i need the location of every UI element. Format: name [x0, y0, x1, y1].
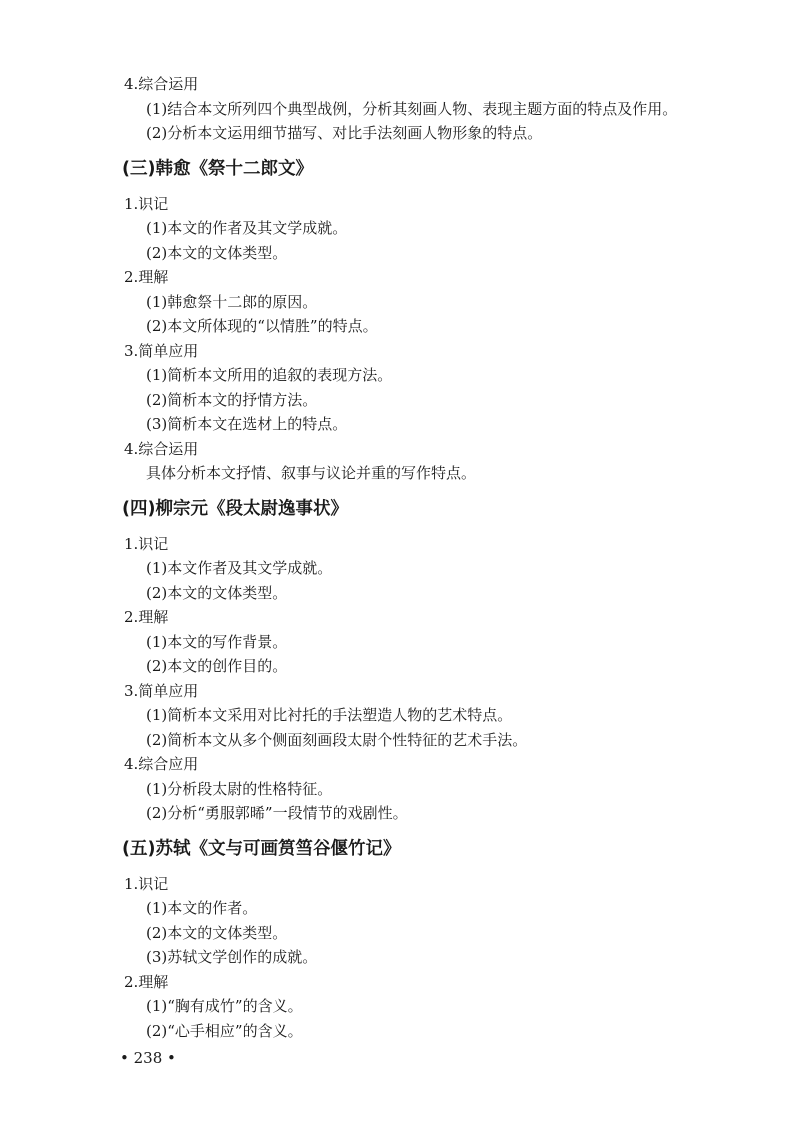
outline-item: (2)本文所体现的“以情胜”的特点。 — [146, 317, 378, 335]
outline-heading: 3.简单应用 — [124, 681, 199, 700]
outline-heading: 1.识记 — [124, 194, 169, 213]
outline-item: (1)本文作者及其文学成就。 — [146, 559, 333, 577]
outline-heading: 3.简单应用 — [124, 341, 199, 360]
outline-item: (2)分析“勇服郭晞”一段情节的戏剧性。 — [146, 804, 408, 822]
outline-item: (2)本文的文体类型。 — [146, 923, 288, 942]
outline-item: (1)韩愈祭十二郎的原因。 — [146, 292, 318, 311]
outline-heading: 4.综合运用 — [124, 439, 199, 458]
outline-item: (1)简析本文采用对比衬托的手法塑造人物的艺术特点。 — [146, 706, 513, 724]
outline-heading: 2.理解 — [124, 608, 169, 626]
section-heading: (五)苏轼《文与可画筼筜谷偃竹记》 — [122, 838, 401, 859]
outline-item: 具体分析本文抒情、叙事与议论并重的写作特点。 — [146, 464, 477, 482]
page-number: • 238 • — [120, 1049, 176, 1067]
section-heading: (四)柳宗元《段太尉逸事状》 — [122, 498, 348, 519]
outline-item: (1)简析本文所用的追叙的表现方法。 — [146, 366, 393, 384]
outline-heading: 4.综合应用 — [124, 755, 199, 773]
outline-item: (1)本文的作者。 — [146, 899, 258, 917]
outline-item: (2)本文的文体类型。 — [146, 243, 288, 262]
outline-item: (2)分析本文运用细节描写、对比手法刻画人物形象的特点。 — [146, 124, 543, 142]
outline-item: (2)本文的文体类型。 — [146, 583, 288, 602]
outline-heading: 4.综合运用 — [124, 75, 199, 93]
outline-item: (1)分析段太尉的性格特征。 — [146, 779, 333, 798]
outline-heading: 2.理解 — [124, 972, 169, 991]
outline-item: (3)苏轼文学创作的成就。 — [146, 948, 318, 966]
outline-heading: 1.识记 — [124, 534, 169, 553]
outline-item: (2)本文的创作目的。 — [146, 657, 288, 675]
outline-heading: 2.理解 — [124, 268, 169, 286]
section-heading: (三)韩愈《祭十二郎文》 — [122, 158, 313, 179]
outline-item: (2)简析本文的抒情方法。 — [146, 390, 318, 409]
outline-item: (1)本文的写作背景。 — [146, 632, 288, 651]
outline-item: (3)简析本文在选材上的特点。 — [146, 415, 348, 433]
outline-item: (1)本文的作者及其文学成就。 — [146, 219, 348, 237]
page-content — [124, 72, 744, 1043]
outline-item: (2)简析本文从多个侧面刻画段太尉个性特征的艺术手法。 — [146, 730, 528, 749]
outline-item: (1)结合本文所列四个典型战例，分析其刻画人物、表现主题方面的特点及作用。 — [146, 99, 678, 118]
outline-item: (2)“心手相应”的含义。 — [146, 1021, 303, 1040]
outline-heading: 1.识记 — [124, 874, 169, 893]
outline-item: (1)“胸有成竹”的含义。 — [146, 997, 303, 1015]
